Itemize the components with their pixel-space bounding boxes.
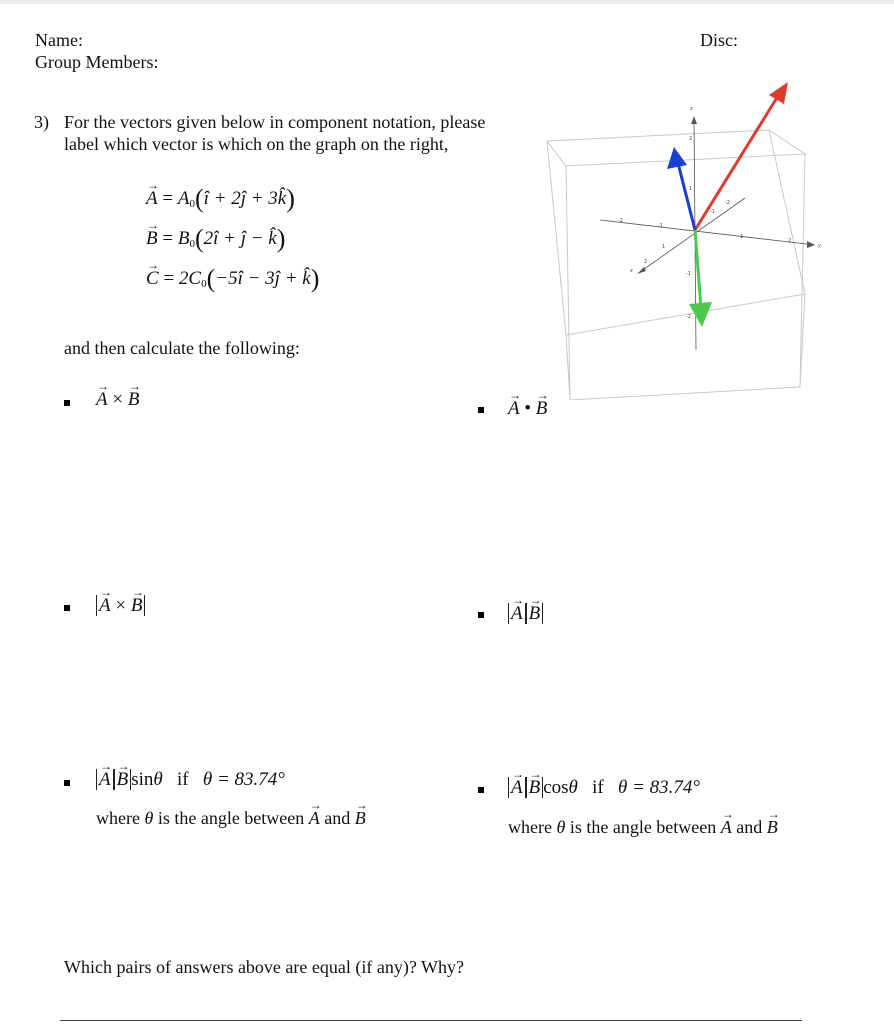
y-axis-arrowhead	[807, 241, 815, 248]
question-text: Which pairs of answers above are equal (if any)? Why?	[64, 957, 464, 977]
tick-label: 2	[644, 259, 648, 265]
vector-green	[689, 230, 712, 327]
disc-label: Disc:	[700, 30, 738, 50]
bullet-marker	[478, 407, 484, 413]
problem-number: 3)	[34, 112, 49, 132]
tick-label: -1	[658, 223, 663, 229]
vector-c-symbol: → C	[146, 258, 159, 289]
instructions-text: and then calculate the following:	[64, 338, 300, 358]
x-axis-arrowhead	[637, 267, 646, 274]
item-dot-product: → A • → B	[508, 388, 549, 419]
y-axis	[600, 220, 815, 245]
cos-where-text: where θ is the angle between → A and → B	[508, 807, 780, 837]
bounding-box	[547, 130, 805, 400]
axes	[600, 120, 815, 350]
y-axis-label: y	[818, 243, 821, 249]
equation-c: → $C = 2C_0(-5î$ − 3ĵ + k̂)	[146, 258, 320, 293]
bullet-marker	[478, 612, 484, 618]
vector-a-symbol: → A	[146, 178, 159, 209]
tick-label: -2	[725, 200, 730, 206]
item-cross-product: → A × → B	[96, 379, 141, 410]
bullet-marker	[64, 605, 70, 611]
equation-b: → $B = B_0(2î$ + ĵ − k̂)	[146, 218, 286, 253]
equation-a: → $A = A_0(î$ + 2ĵ + 3k̂)	[146, 178, 295, 213]
z-axis-label: z	[690, 106, 693, 112]
tick-label: -2	[618, 218, 623, 224]
tick-label: -2	[686, 314, 691, 320]
equation-c-body: −5î − 3ĵ + k̂	[215, 268, 311, 289]
equation-b-body: 2î + ĵ − k̂	[203, 228, 277, 249]
item-sin-expression: → A → B sinθ if θ = 83.74°	[96, 769, 285, 791]
top-border	[0, 0, 894, 4]
bullet-marker	[478, 787, 484, 793]
vector-b-symbol: → B	[146, 218, 159, 249]
tick-label: -1	[710, 209, 715, 215]
tick-label: 2	[788, 238, 792, 244]
sin-where-text: where θ is the angle between → A and → B	[96, 798, 368, 828]
item-cross-magnitude: → A × → B	[96, 595, 145, 617]
tick-label: 1	[740, 234, 744, 240]
item-cos-expression: → A → B cosθ if θ = 83.74°	[508, 777, 700, 799]
equation-a-body: î + 2ĵ + 3k̂	[203, 188, 287, 209]
problem-text-line1: For the vectors given below in component notation, please	[64, 112, 486, 132]
problem-text-line2: label which vector is which on the graph on the right,	[64, 134, 449, 154]
item-magnitude-product: → A → B	[508, 603, 543, 625]
tick-label: 1	[662, 244, 666, 250]
answer-line	[60, 1020, 802, 1021]
bullet-marker	[64, 780, 70, 786]
name-label: Name:	[35, 30, 83, 50]
tick-label: -1	[686, 271, 691, 277]
vector-graph	[540, 80, 840, 400]
bullet-marker	[64, 400, 70, 406]
z-axis-arrowhead	[691, 116, 697, 124]
group-members-label: Group Members:	[35, 52, 159, 72]
tick-label: 1	[689, 186, 693, 192]
tick-label: 2	[689, 136, 693, 142]
x-axis-label: x	[630, 268, 633, 274]
